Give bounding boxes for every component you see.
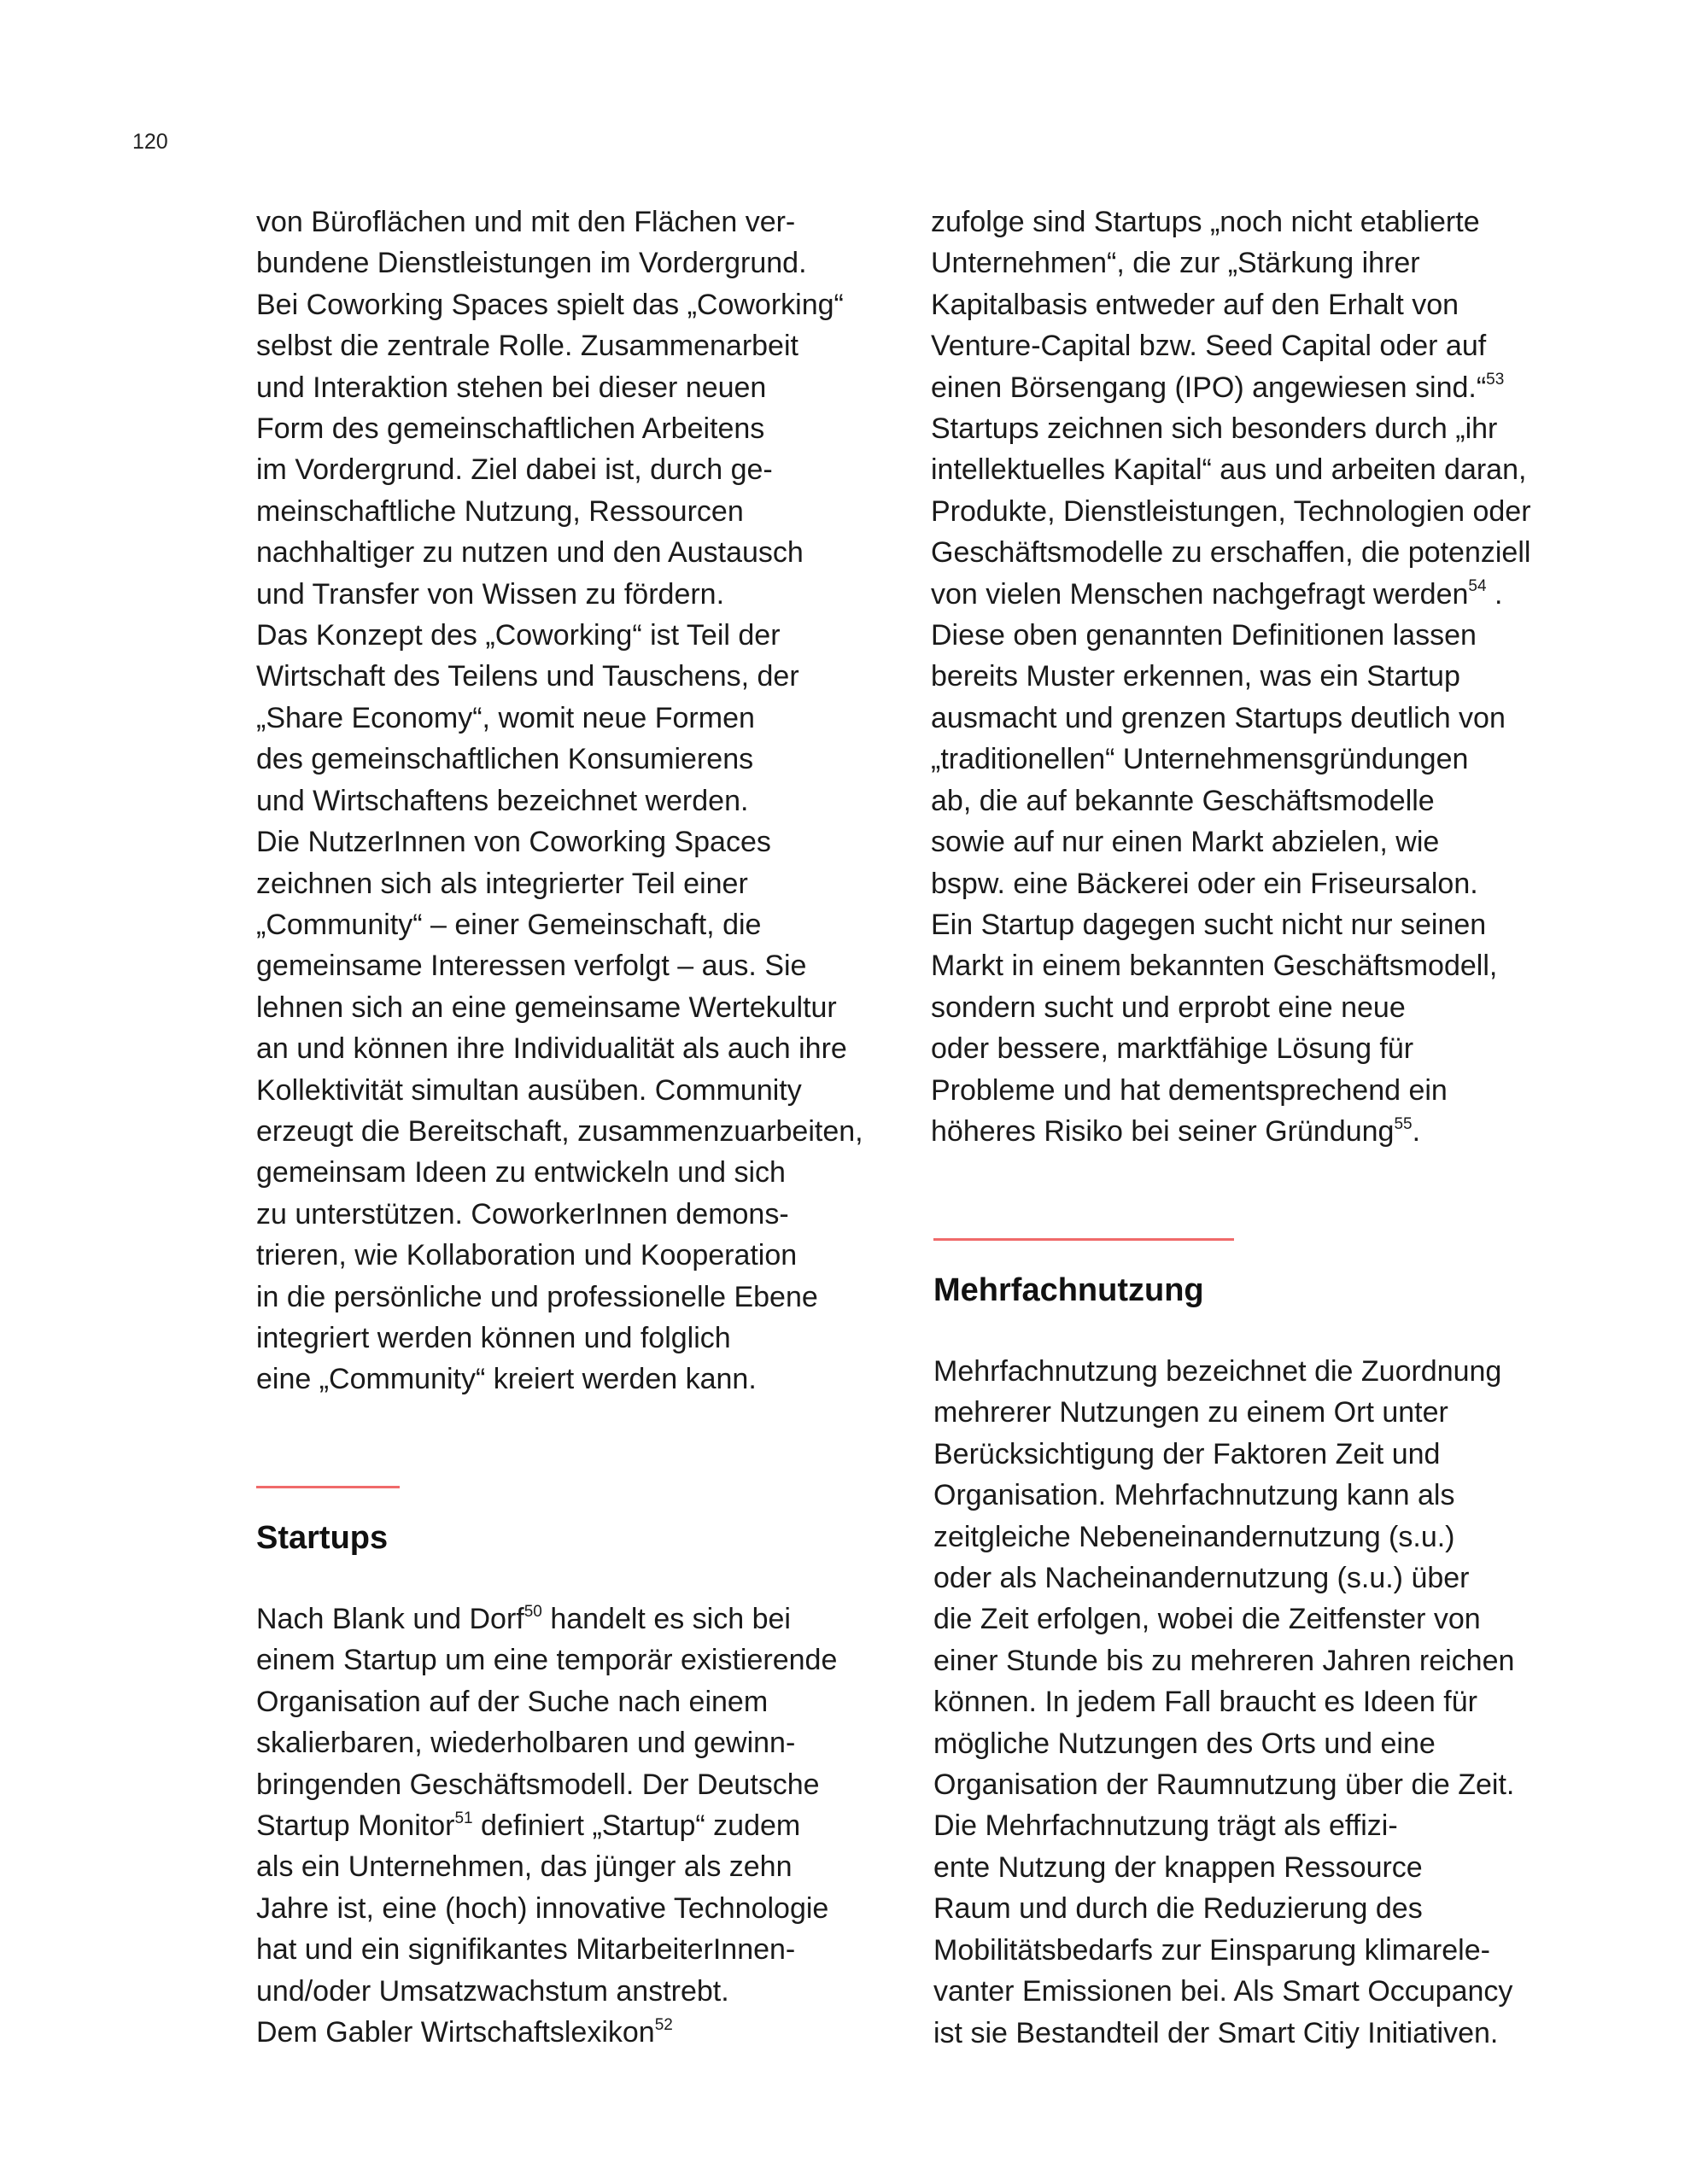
text-line: ente Nutzung der knappen Ressource xyxy=(933,1850,1423,1884)
text-line: Nach Blank und Dorf$^{50}$ handelt es sich bei xyxy=(256,1602,791,1635)
text-line: zu unterstützen. CoworkerInnen demons- xyxy=(256,1197,789,1230)
text-line: Mehrfachnutzung bezeichnet die Zuordnung xyxy=(933,1355,1502,1388)
text-line: „traditionellen“ Unternehmensgründungen xyxy=(931,743,1469,776)
text-line: einer Stunde bis zu mehreren Jahren reichen xyxy=(933,1644,1515,1677)
footnote-ref[interactable]: 53 xyxy=(1486,371,1505,389)
footnote-ref[interactable]: 50 xyxy=(524,1602,542,1621)
text-line: und Transfer von Wissen zu fördern. xyxy=(256,577,725,611)
text-line: Dem Gabler Wirtschaftslexikon$^{52}$ xyxy=(256,2015,673,2049)
startups-continued-paragraph xyxy=(931,202,1588,1152)
text-line: einem Startup um eine temporär existierende xyxy=(256,1644,838,1677)
text-line: Organisation der Raumnutzung über die Zeit. xyxy=(933,1768,1515,1802)
mehrfachnutzung-accent-rule xyxy=(933,1238,1234,1241)
left-column xyxy=(256,202,905,1400)
text-line: können. In jedem Fall braucht es Ideen für xyxy=(933,1686,1477,1719)
text-line: sondern sucht und erprobt eine neue xyxy=(931,991,1406,1024)
mehrfachnutzung-heading: Mehrfachnutzung xyxy=(933,1272,1204,1308)
text-line: Kollektivität simultan ausüben. Community xyxy=(256,1073,802,1107)
text-line: Berücksichtigung der Faktoren Zeit und xyxy=(933,1437,1441,1470)
text-line: nachhaltiger zu nutzen und den Austausch xyxy=(256,536,804,570)
text-line: vanter Emissionen bei. Als Smart Occupancy xyxy=(933,1975,1513,2008)
footnote-ref[interactable]: 51 xyxy=(454,1809,473,1827)
text-line: Mobilitätsbedarfs zur Einsparung klimarele- xyxy=(933,1933,1490,1967)
text-line: integriert werden können und folglich xyxy=(256,1321,731,1354)
text-line: zufolge sind Startups „noch nicht etablierte xyxy=(931,206,1480,238)
text-line: Diese oben genannten Definitionen lassen xyxy=(931,619,1477,652)
text-line: „Community“ – einer Gemeinschaft, die xyxy=(256,908,762,941)
text-line: meinschaftliche Nutzung, Ressourcen xyxy=(256,494,744,528)
text-line: an und können ihre Individualität als auch ihre xyxy=(256,1032,847,1066)
text-line: Das Konzept des „Coworking“ ist Teil der xyxy=(256,619,781,652)
text-line: Die Mehrfachnutzung trägt als effizi- xyxy=(933,1809,1398,1843)
coworking-paragraph xyxy=(256,202,905,1400)
text-line: Probleme und hat dementsprechend ein xyxy=(931,1073,1448,1107)
text-line: oder als Nacheinandernutzung (s.u.) über xyxy=(933,1562,1470,1595)
text-line: höheres Risiko bei seiner Gründung$^{55}$. xyxy=(931,1114,1421,1148)
text-line: eine „Community“ kreiert werden kann. xyxy=(256,1363,757,1396)
text-line: in die persönliche und professionelle Ebene xyxy=(256,1280,818,1313)
startups-heading: Startups xyxy=(256,1520,389,1556)
text-line: Raum und durch die Reduzierung des xyxy=(933,1892,1423,1926)
page-number: 120 xyxy=(132,130,168,154)
text-line: bspw. eine Bäckerei oder ein Friseursalon. xyxy=(931,867,1478,900)
text-line: von vielen Menschen nachgefragt werden$^{54}$ . xyxy=(931,577,1503,611)
text-line: Jahre ist, eine (hoch) innovative Technologie xyxy=(256,1891,829,1925)
text-line: und Wirtschaftens bezeichnet werden. xyxy=(256,784,749,817)
text-line: hat und ein signifikantes MitarbeiterInnen- xyxy=(256,1933,796,1967)
text-line: „Share Economy“, womit neue Formen xyxy=(256,701,755,734)
text-line: einen Börsengang (IPO) angewiesen sind.“$^{53}$ xyxy=(931,371,1505,404)
text-line: ist sie Bestandteil der Smart Citiy Initiativen. xyxy=(933,2016,1499,2049)
text-line: Markt in einem bekannten Geschäftsmodell, xyxy=(931,950,1498,983)
text-line: selbst die zentrale Rolle. Zusammenarbeit xyxy=(256,330,798,363)
text-line: Form des gemeinschaftlichen Arbeitens xyxy=(256,412,765,446)
text-line: skalierbaren, wiederholbaren und gewinn- xyxy=(256,1727,796,1760)
text-line: Organisation auf der Suche nach einem xyxy=(256,1685,769,1718)
text-line: Venture-Capital bzw. Seed Capital oder auf xyxy=(931,330,1487,363)
text-line: Produkte, Dienstleistungen, Technologien oder xyxy=(931,494,1531,528)
footnote-ref[interactable]: 55 xyxy=(1394,1114,1413,1133)
text-line: Die NutzerInnen von Coworking Spaces xyxy=(256,826,771,859)
mehrfachnutzung-paragraph xyxy=(933,1351,1591,2054)
text-line: oder bessere, marktfähige Lösung für xyxy=(931,1032,1414,1066)
text-line: gemeinsame Interessen verfolgt – aus. Sie xyxy=(256,950,807,983)
text-line: im Vordergrund. Ziel dabei ist, durch ge- xyxy=(256,453,773,487)
text-line: mögliche Nutzungen des Orts und eine xyxy=(933,1727,1436,1760)
text-line: Unternehmen“, die zur „Stärkung ihrer xyxy=(931,247,1420,280)
text-line: intellektuelles Kapital“ aus und arbeiten daran, xyxy=(931,453,1527,487)
text-line: und/oder Umsatzwachstum anstrebt. xyxy=(256,1974,729,2008)
text-line: Geschäftsmodelle zu erschaffen, die potenziell xyxy=(931,536,1531,570)
text-line: und Interaktion stehen bei dieser neuen xyxy=(256,371,767,404)
text-line: Kapitalbasis entweder auf den Erhalt von xyxy=(931,288,1459,321)
text-line: trieren, wie Kollaboration und Kooperation xyxy=(256,1239,798,1272)
text-line: die Zeit erfolgen, wobei die Zeitfenster von xyxy=(933,1603,1481,1636)
text-line: zeichnen sich als integrierter Teil einer xyxy=(256,867,748,900)
footnote-ref[interactable]: 52 xyxy=(654,2015,673,2034)
text-line: bereits Muster erkennen, was ein Startup xyxy=(931,660,1460,693)
text-line: Ein Startup dagegen sucht nicht nur seinen xyxy=(931,908,1487,941)
startups-paragraph xyxy=(256,1599,905,2053)
text-line: des gemeinschaftlichen Konsumierens xyxy=(256,743,754,776)
text-line: Bei Coworking Spaces spielt das „Coworking“ xyxy=(256,288,844,321)
text-line: erzeugt die Bereitschaft, zusammenzuarbeiten, xyxy=(256,1114,863,1148)
text-line: mehrerer Nutzungen zu einem Ort unter xyxy=(933,1396,1448,1429)
text-line: Wirtschaft des Teilens und Tauschens, der xyxy=(256,660,799,693)
footnote-ref[interactable]: 54 xyxy=(1468,577,1487,596)
text-line: ab, die auf bekannte Geschäftsmodelle xyxy=(931,784,1435,817)
text-line: sowie auf nur einen Markt abzielen, wie xyxy=(931,826,1440,859)
text-line: Startup Monitor$^{51}$ definiert „Startup“ zudem xyxy=(256,1809,801,1843)
text-line: zeitgleiche Nebeneinandernutzung (s.u.) xyxy=(933,1520,1455,1553)
text-line: Organisation. Mehrfachnutzung kann als xyxy=(933,1479,1455,1512)
text-line: gemeinsam Ideen zu entwickeln und sich xyxy=(256,1156,786,1190)
text-line: von Büroflächen und mit den Flächen ver- xyxy=(256,206,796,238)
right-column xyxy=(931,202,1588,1152)
text-line: lehnen sich an eine gemeinsame Wertekultur xyxy=(256,991,837,1024)
text-line: Startups zeichnen sich besonders durch „ihr xyxy=(931,412,1498,446)
text-line: ausmacht und grenzen Startups deutlich von xyxy=(931,701,1506,734)
text-line: bundene Dienstleistungen im Vordergrund. xyxy=(256,247,807,280)
text-line: als ein Unternehmen, das jünger als zehn xyxy=(256,1850,793,1884)
text-line: bringenden Geschäftsmodell. Der Deutsche xyxy=(256,1768,820,1801)
startups-accent-rule xyxy=(256,1486,400,1488)
